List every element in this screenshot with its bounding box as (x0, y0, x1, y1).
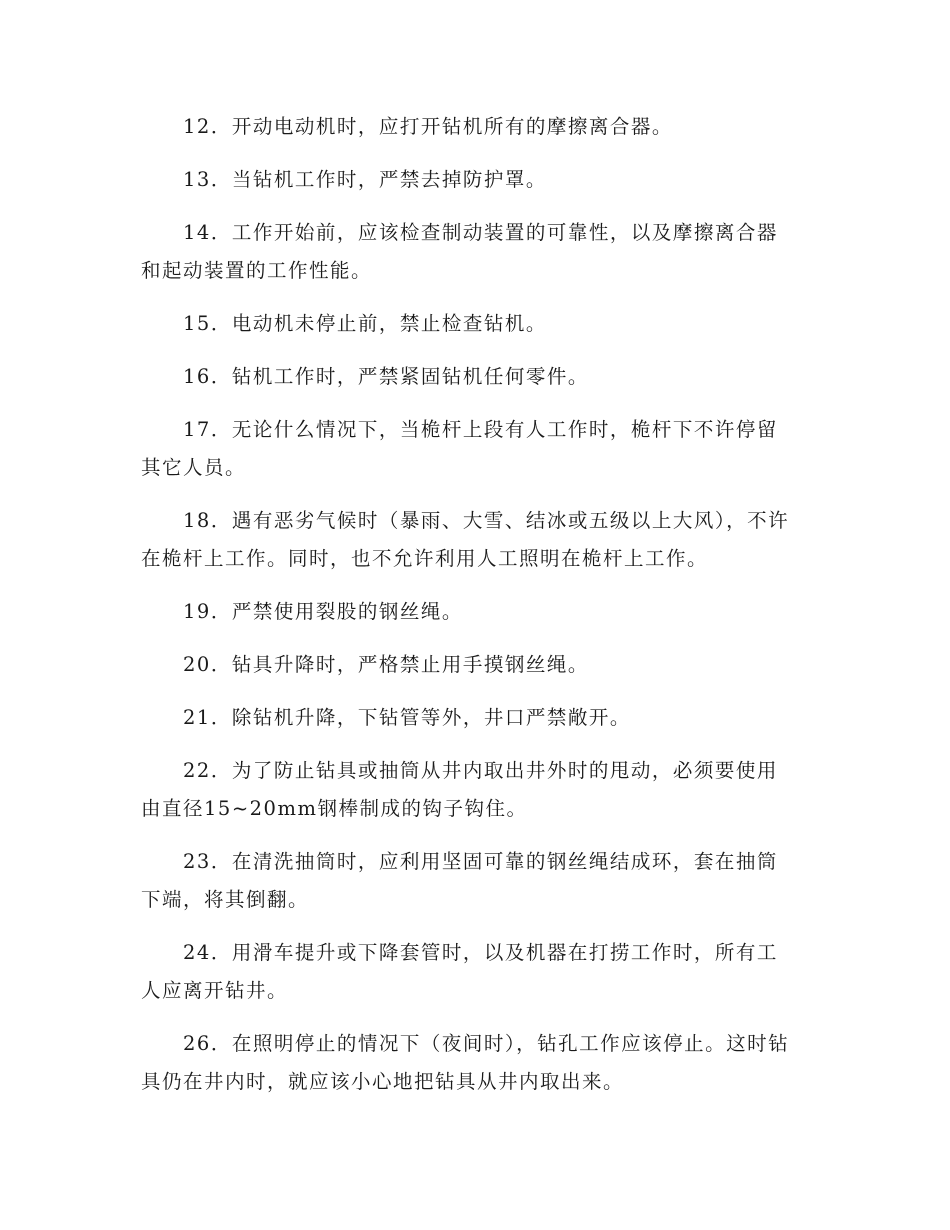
paragraph-item-23: 23．在清洗抽筒时，应利用坚固可靠的钢丝绳结成环，套在抽筒下端，将其倒翻。 (141, 850, 778, 911)
paragraph-item-24: 24．用滑车提升或下降套管时，以及机器在打捞工作时，所有工人应离开钻井。 (141, 941, 778, 1002)
paragraph-item-21: 21．除钻机升降，下钻管等外，井口严禁敞开。 (183, 706, 631, 729)
paragraph-item-12: 12．开动电动机时，应打开钻机所有的摩擦离合器。 (183, 115, 673, 138)
document-body (141, 108, 796, 1116)
paragraph-item-22: 22．为了防止钻具或抽筒从井内取出井外时的甩动，必须要使用由直径15~20mm钢棒制成的钩子钩住。 (141, 759, 778, 820)
paragraph-item-26: 26．在照明停止的情况下（夜间时），钻孔工作应该停止。这时钻具仍在井内时，就应该小心地把钻具从井内取出来。 (141, 1032, 790, 1093)
paragraph-item-15: 15．电动机未停止前，禁止检查钻机。 (183, 312, 547, 335)
paragraph-item-20: 20．钻具升降时，严格禁止用手摸钢丝绳。 (183, 653, 589, 676)
paragraph-item-18: 18．遇有恶劣气候时（暴雨、大雪、结冰或五级以上大风），不许在桅杆上工作。同时，也不允许利用人工照明在桅杆上工作。 (141, 509, 790, 570)
paragraph-item-16: 16．钻机工作时，严禁紧固钻机任何零件。 (183, 365, 589, 388)
paragraph-item-13: 13．当钻机工作时，严禁去掉防护罩。 (183, 168, 547, 191)
paragraph-item-19: 19．严禁使用裂股的钢丝绳。 (183, 600, 463, 623)
paragraph-item-17: 17．无论什么情况下，当桅杆上段有人工作时，桅杆下不许停留其它人员。 (141, 418, 778, 479)
paragraph-item-14: 14．工作开始前，应该检查制动装置的可靠性，以及摩擦离合器和起动装置的工作性能。 (141, 221, 778, 282)
